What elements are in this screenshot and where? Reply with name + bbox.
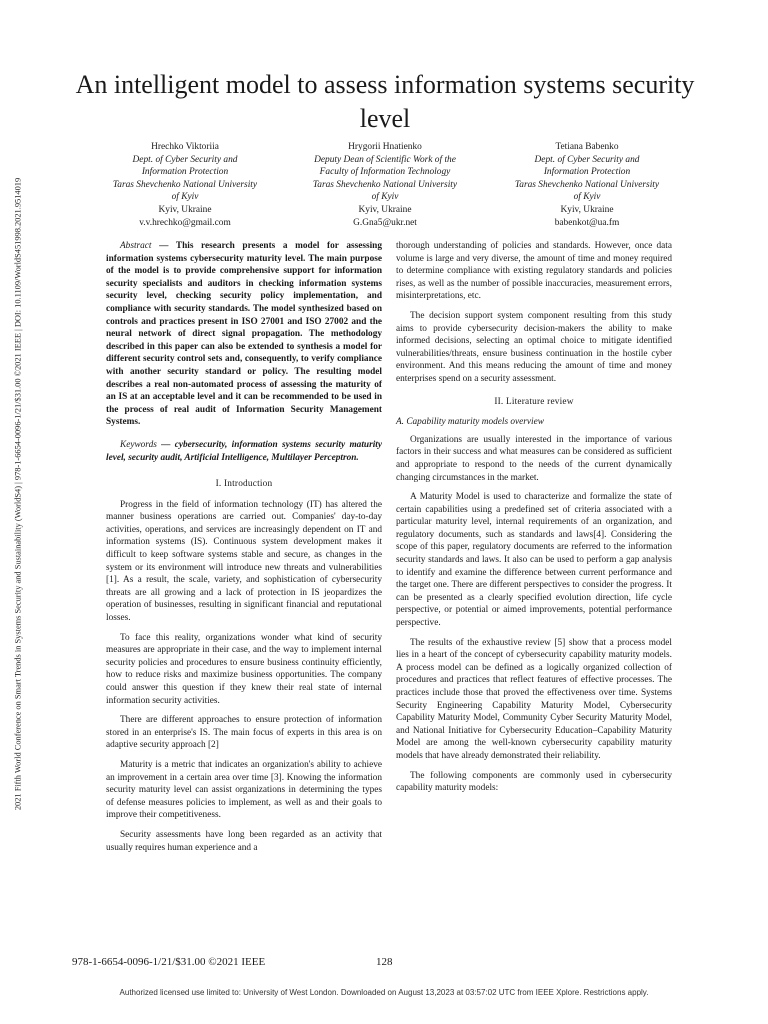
author-affiliation-line: Dept. of Cyber Security and [132, 154, 238, 165]
conference-sidebar [6, 96, 30, 892]
abstract-text: — This research presents a model for assessing information systems cybersecurity maturity level. The main purpose of the model is to provide comprehensive support for information security specialists and auditors in checking information systems security level, checking security policy implementation, and compliance with security standards. The model synthesized based on controls and practices present in ISO 27001 and ISO 27002 and the neural network of direct signal propagation. The methodology described in this paper can also be extended to synthesis a model for different security control sets and, consequently, to verify compliance with another security standard or policy. The resulting model describes a real non-automated process of assessing the maturity of an IS at an acceptable level and it can be recommended to be used in the process of real audit of Information Security Management Systems. [106, 241, 382, 428]
paper-title: An intelligent model to assess information systems security level [75, 70, 695, 133]
conference-citation: 2021 Fifth World Conference on Smart Trends in Systems Security and Sustainability (WorldS4) | 978-1-6654-0096-1/21/$31.00 ©2021 IEEE | DOI: 10.1109/WorldS451998.2021.9514019 [13, 177, 23, 811]
author-affiliation-line: of Kyiv [371, 192, 399, 203]
author-affiliation-line: Dept. of Cyber Security and [534, 154, 640, 165]
author-affiliation-line: of Kyiv [171, 192, 199, 203]
section-heading-introduction: I. Introduction [215, 479, 273, 490]
paragraph: thorough understanding of policies and standards. However, once data volume is large and very diverse, the amount of time and money required to determine compliance with existing regulatory standards and policies rises, as well as the number of possible inaccuracies, measurement errors, misinterpretations, etc. [396, 241, 672, 302]
abstract-label: Abstract [120, 241, 152, 251]
author-affiliation-line: Faculty of Information Technology [319, 167, 451, 178]
keywords [106, 439, 382, 464]
author-affiliation-line: Information Protection [141, 167, 229, 178]
author-affiliation-line: Taras Shevchenko National University [112, 179, 258, 190]
keywords-text: — cybersecurity, information systems security maturity level, security audit, Artificial Intelligence, Multilayer Perceptron. [106, 439, 382, 463]
author-name: Tetiana Babenko [555, 142, 619, 152]
paragraph: A Maturity Model is used to characterize and formalize the state of certain capabilities using a predefined set of criteria associated with a particular maturity level, internal requirements of an organization, and regulatory documents, such as standards and laws[4]. Considering the scope of this paper, regulatory documents are referred to the information security standards and laws. It also can be used to perform a gap analysis to identify and examine the difference between current performance and the target one. There are different perspectives to consider the progress. It can be presented as a clearly specified evolution direction, life cycle perspective, or potential or aimed improvements, potential performance perspective. [396, 492, 672, 629]
author-location: Kyiv, Ukraine [158, 204, 212, 215]
paragraph: There are different approaches to ensure protection of information stored in an enterprise's IS. The main focus of experts in this area is on adaptive security approach [2] [106, 715, 382, 751]
paragraph: Progress in the field of information technology (IT) has altered the manner business operations are carried out. Companies' day-to-day activities, operations, and services are increasingly dependent on IT and information systems (IS). Continuous system development makes it difficult to keep software systems stable and secure, as changes in the system or its environment will introduce new threats and vulnerabilities [1]. As a result, the scale, variety, and sophistication of cybersecurity threats are all growing and a lack of protection in IS jeopardizes the operation of businesses, resulting in significant financial and reputational losses. [106, 499, 382, 624]
author-affiliation-line: Taras Shevchenko National University [312, 179, 458, 190]
right-column [396, 240, 672, 802]
author-affiliation-line: Deputy Dean of Scientific Work of the [314, 154, 456, 165]
author-affiliation-line: Information Protection [543, 167, 631, 178]
author-name: Hrechko Viktoriia [151, 142, 219, 152]
license-notice: Authorized licensed use limited to: University of West London. Downloaded on August 13,2023 at 03:57:02 UTC from IEEE Xplore. Restrictions apply. [119, 988, 649, 997]
paragraph: Maturity is a metric that indicates an organization's ability to achieve an improvement in a certain area over time [3]. Knowing the information security maturity level can assist organizations in determining the types of defense measures policies to implement, as well as and their goals to improve their competitiveness. [106, 759, 382, 821]
author-affiliation-line: Taras Shevchenko National University [514, 179, 660, 190]
keywords-label: Keywords [120, 439, 157, 450]
author-location: Kyiv, Ukraine [358, 204, 412, 215]
author-email: v.v.hrechko@gmail.com [139, 217, 231, 228]
author-block-1 [90, 141, 280, 229]
paragraph: The decision support system component resulting from this study aims to provide cybersecurity decision-makers the ability to make informed decisions, selecting an optimal choice to mitigate identified vulnerabilities/threats, ensure business continuation in the hostile cyber environment. And this means reducing the amount of time and money enterprises spend on a security assessment. [396, 310, 672, 384]
author-email: G.Gna5@ukr.net [353, 217, 417, 228]
paragraph: Organizations are usually interested in the importance of various factors in their success and what measures can be considered as sufficient and appropriate to respond to the needs of the current dynamically changing circumstances in the market. [396, 434, 672, 483]
author-affiliation-line: of Kyiv [573, 192, 601, 203]
author-name: Hrygorii Hnatienko [348, 142, 422, 152]
footer-isbn: 978-1-6654-0096-1/21/$31.00 ©2021 IEEE [72, 956, 266, 968]
section-heading-literature-review: II. Literature review [494, 396, 574, 407]
left-column [106, 240, 382, 861]
author-location: Kyiv, Ukraine [560, 204, 614, 215]
page-number: 128 [376, 956, 393, 968]
paragraph: To face this reality, organizations wonder what kind of security measures are appropriate in their case, and the way to implement internal security policies and procedures to ensure business continuity efficiently, how to reduce risks and maximize business opportunities. The company could answer this question if they knew their real state of internal information security activities. [106, 632, 382, 706]
paragraph: The following components are commonly used in cybersecurity capability maturity models: [396, 770, 672, 794]
paragraph: The results of the exhaustive review [5] show that a process model lies in a heart of the concept of cybersecurity capability maturity models. A process model can be defined as a logically organized collection of procedures and practices that reflect features of effective processes. The practices include those that proved the effectiveness over time. Systems Security Engineering Capability Maturity Model, Cybersecurity Capability Maturity Model, Community Cyber Security Maturity Model, and National Initiative for Cybersecurity Education–Capability Maturity Model are among the well-known cybersecurity capability maturity models that have already demonstrated their reliability. [396, 637, 672, 761]
author-block-3 [492, 141, 682, 229]
paragraph: Security assessments have long been regarded as an activity that usually requires human experience and a [106, 829, 382, 853]
author-block-2 [290, 141, 480, 229]
abstract [106, 240, 382, 429]
author-email: babenkot@ua.fm [554, 217, 620, 228]
subsection-heading: A. Capability maturity models overview [396, 417, 544, 428]
